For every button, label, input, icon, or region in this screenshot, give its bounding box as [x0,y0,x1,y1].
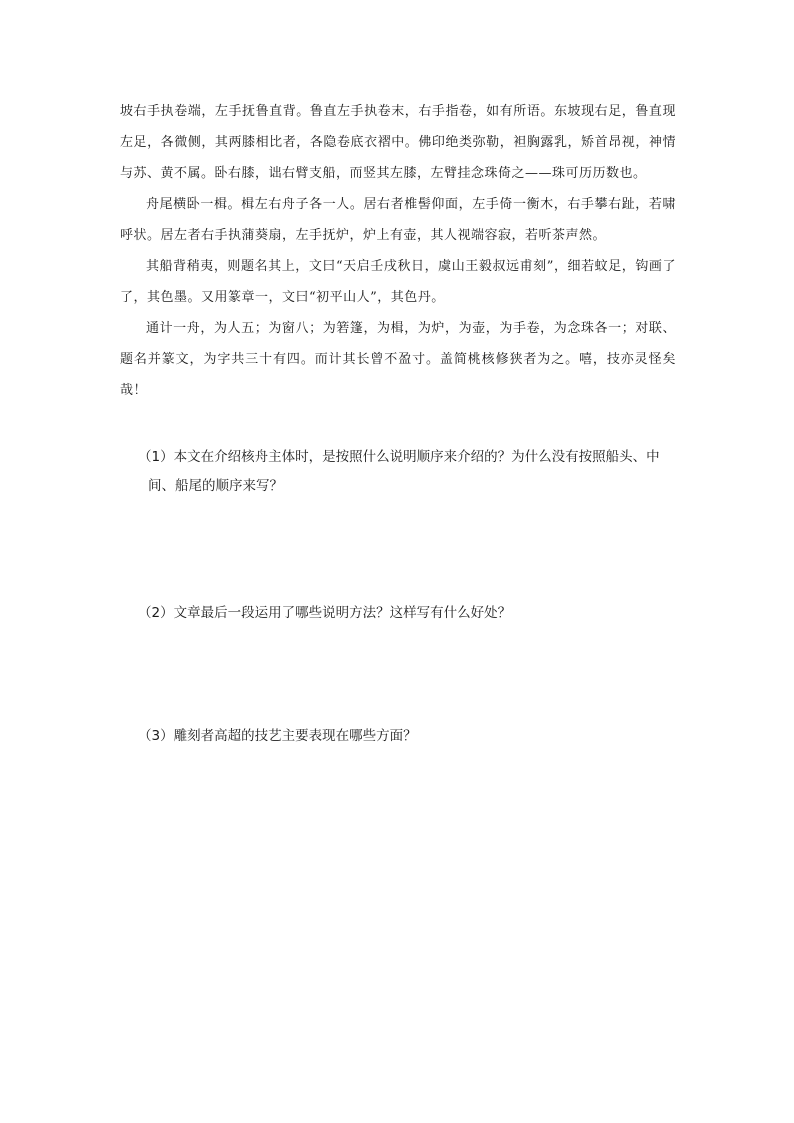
passage-paragraph-4: 通计一舟，为人五；为窗八；为箬篷，为楫，为炉，为壶，为手卷，为念珠各一；对联、题名并篆文，为字共三十有四。而计其长曾不盈寸。盖简桃核修狭者为之。嘻，技亦灵怪矣哉！ [120,321,676,398]
question-1-line-2: 间、船尾的顺序来写？ [148,478,283,494]
passage-paragraph-3: 其船背稍夷，则题名其上，文曰“天启壬戌秋日，虞山王毅叔远甫刻”，细若蚊足，钩画了了，其色墨。又用篆章一，文曰“初平山人”，其色丹。 [120,259,676,305]
question-2-text: （2）文章最后一段运用了哪些说明方法？这样写有什么好处？ [138,605,512,621]
question-3-text: （3）雕刻者高超的技艺主要表现在哪些方面？ [138,728,417,744]
classical-passage [120,96,676,406]
question-1 [138,443,683,501]
passage-paragraph-1: 坡右手执卷端，左手抚鲁直背。鲁直左手执卷末，右手指卷，如有所语。东坡现右足，鲁直现左足，各微侧，其两膝相比者，各隐卷底衣褶中。佛印绝类弥勒，袒胸露乳，矫首昂视，神情与苏、黄不属。卧右膝，诎右臂支船，而竖其左膝，左臂挂念珠倚之——珠可历历数也。 [120,104,676,181]
question-3 [138,722,683,751]
passage-paragraph-2: 舟尾横卧一楫。楫左右舟子各一人。居右者椎髻仰面，左手倚一衡木，右手攀右趾，若啸呼状。居左者右手执蒲葵扇，左手抚炉，炉上有壶，其人视端容寂，若听茶声然。 [120,197,676,243]
question-2 [138,599,683,628]
question-1-line-1: （1）本文在介绍核舟主体时，是按照什么说明顺序来介绍的？为什么没有按照船头、中 [138,449,660,465]
